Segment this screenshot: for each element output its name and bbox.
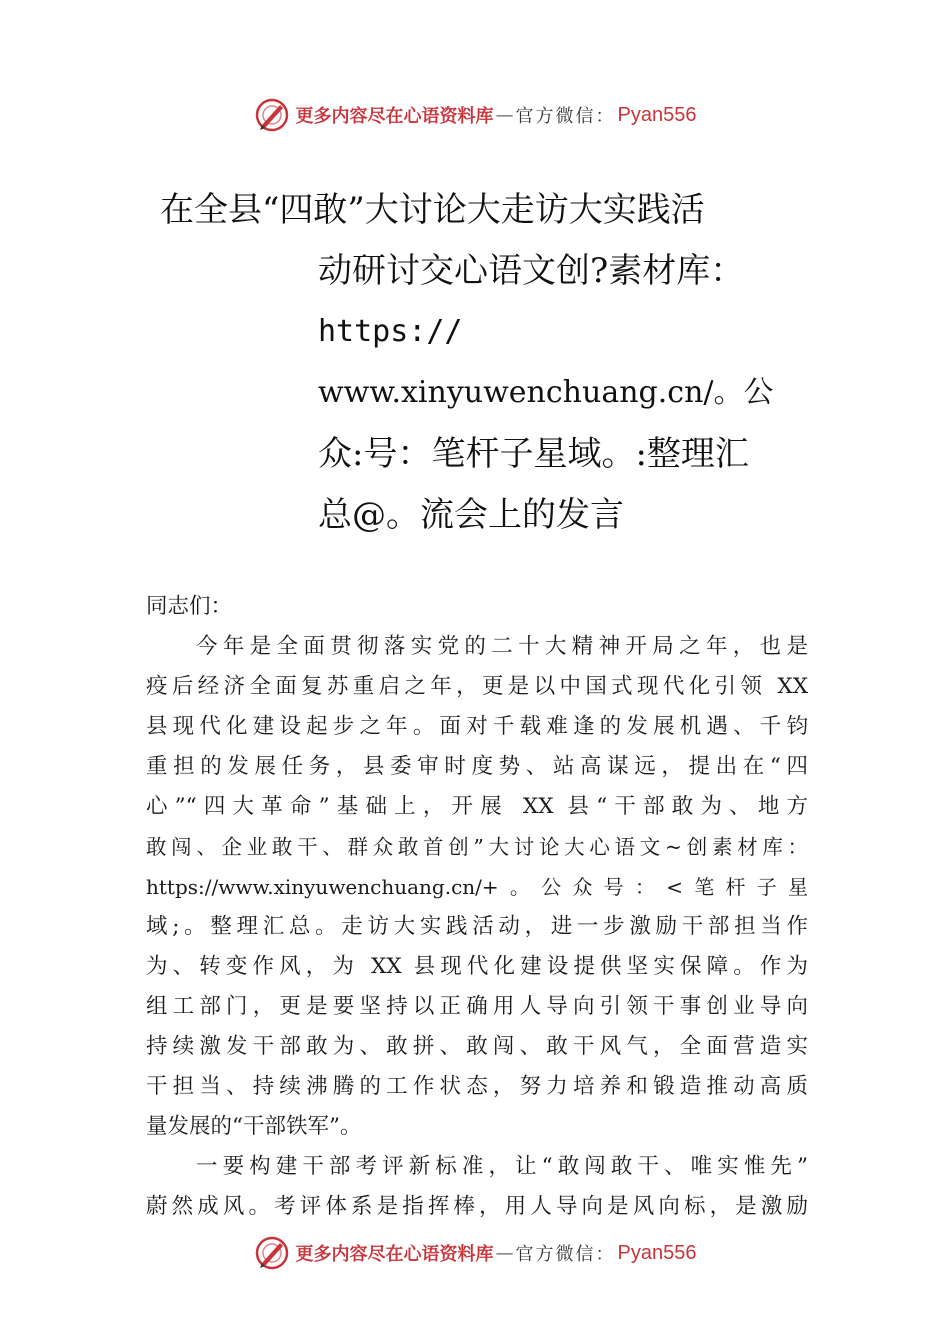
banner-wechat-label: 官方微信：	[515, 106, 616, 127]
paragraph-line: 县现代化建设起步之年。面对千载难逢的发展机遇、千钧	[146, 714, 808, 739]
paragraph-line: https://www.xinyuwenchuang.cn/+。公众号：<笔杆子星	[146, 875, 808, 899]
banner-brand-text: 更多内容尽在心语资料库	[295, 1244, 494, 1265]
paragraph-line: 干担当、持续沸腾的工作状态，努力培养和锻造推动高质	[146, 1074, 808, 1099]
paragraph-line: 量发展的“干部铁军”。	[146, 1114, 362, 1139]
title-line: 在全县“四敢”大讨论大走访大实践活	[160, 190, 705, 230]
brand-logo-icon	[254, 1235, 290, 1271]
title-line: 总@。流会上的发言	[318, 495, 624, 535]
title-line: 众:号：笔杆子星域。:整理汇	[318, 434, 749, 474]
paragraph-line: 疫后经济全面复苏重启之年，更是以中国式现代化引领 XX	[146, 674, 808, 699]
paragraph-line: 组工部门，更是要坚持以正确用人导向引领干事创业导向	[146, 994, 808, 1019]
header-banner	[0, 93, 950, 137]
banner-wechat-id: Pyan556	[617, 1241, 697, 1264]
paragraph-line: 心”“四大革命”基础上，开展 XX 县“干部敢为、地方	[146, 794, 808, 819]
title-line: 动研讨交心语文创?素材库：	[318, 251, 745, 291]
banner-separator: —	[495, 104, 514, 126]
paragraph-line: 敢闯、企业敢干、群众敢首创”大讨论大心语文~创素材库：	[146, 835, 808, 859]
paragraph-line: 蔚然成风。考评体系是指挥棒，用人导向是风向标，是激励	[146, 1194, 808, 1219]
brand-logo-icon	[254, 97, 290, 133]
paragraph-line: 持续激发干部敢为、敢拼、敢闯、敢干风气，全面营造实	[146, 1034, 808, 1059]
salutation: 同志们：	[146, 594, 233, 619]
title-line: https://	[318, 314, 463, 349]
paragraph-line: 一要构建干部考评新标准，让“敢闯敢干、唯实惟先”	[196, 1154, 808, 1179]
paragraph-line: 域;。整理汇总。走访大实践活动，进一步激励干部担当作	[146, 914, 808, 939]
banner-wechat-id: Pyan556	[617, 103, 697, 126]
paragraph-line: 重担的发展任务，县委审时度势、站高谋远，提出在“四	[146, 754, 808, 779]
banner-wechat-label: 官方微信：	[515, 1244, 616, 1265]
paragraph-line: 为、转变作风，为 XX 县现代化建设提供坚实保障。作为	[146, 954, 808, 979]
footer-banner	[0, 1231, 950, 1275]
banner-separator: —	[495, 1242, 514, 1264]
banner-brand-text: 更多内容尽在心语资料库	[295, 106, 494, 127]
paragraph-line: 今年是全面贯彻落实党的二十大精神开局之年，也是	[196, 634, 808, 659]
title-line: www.xinyuwenchuang.cn/。公	[318, 375, 774, 410]
